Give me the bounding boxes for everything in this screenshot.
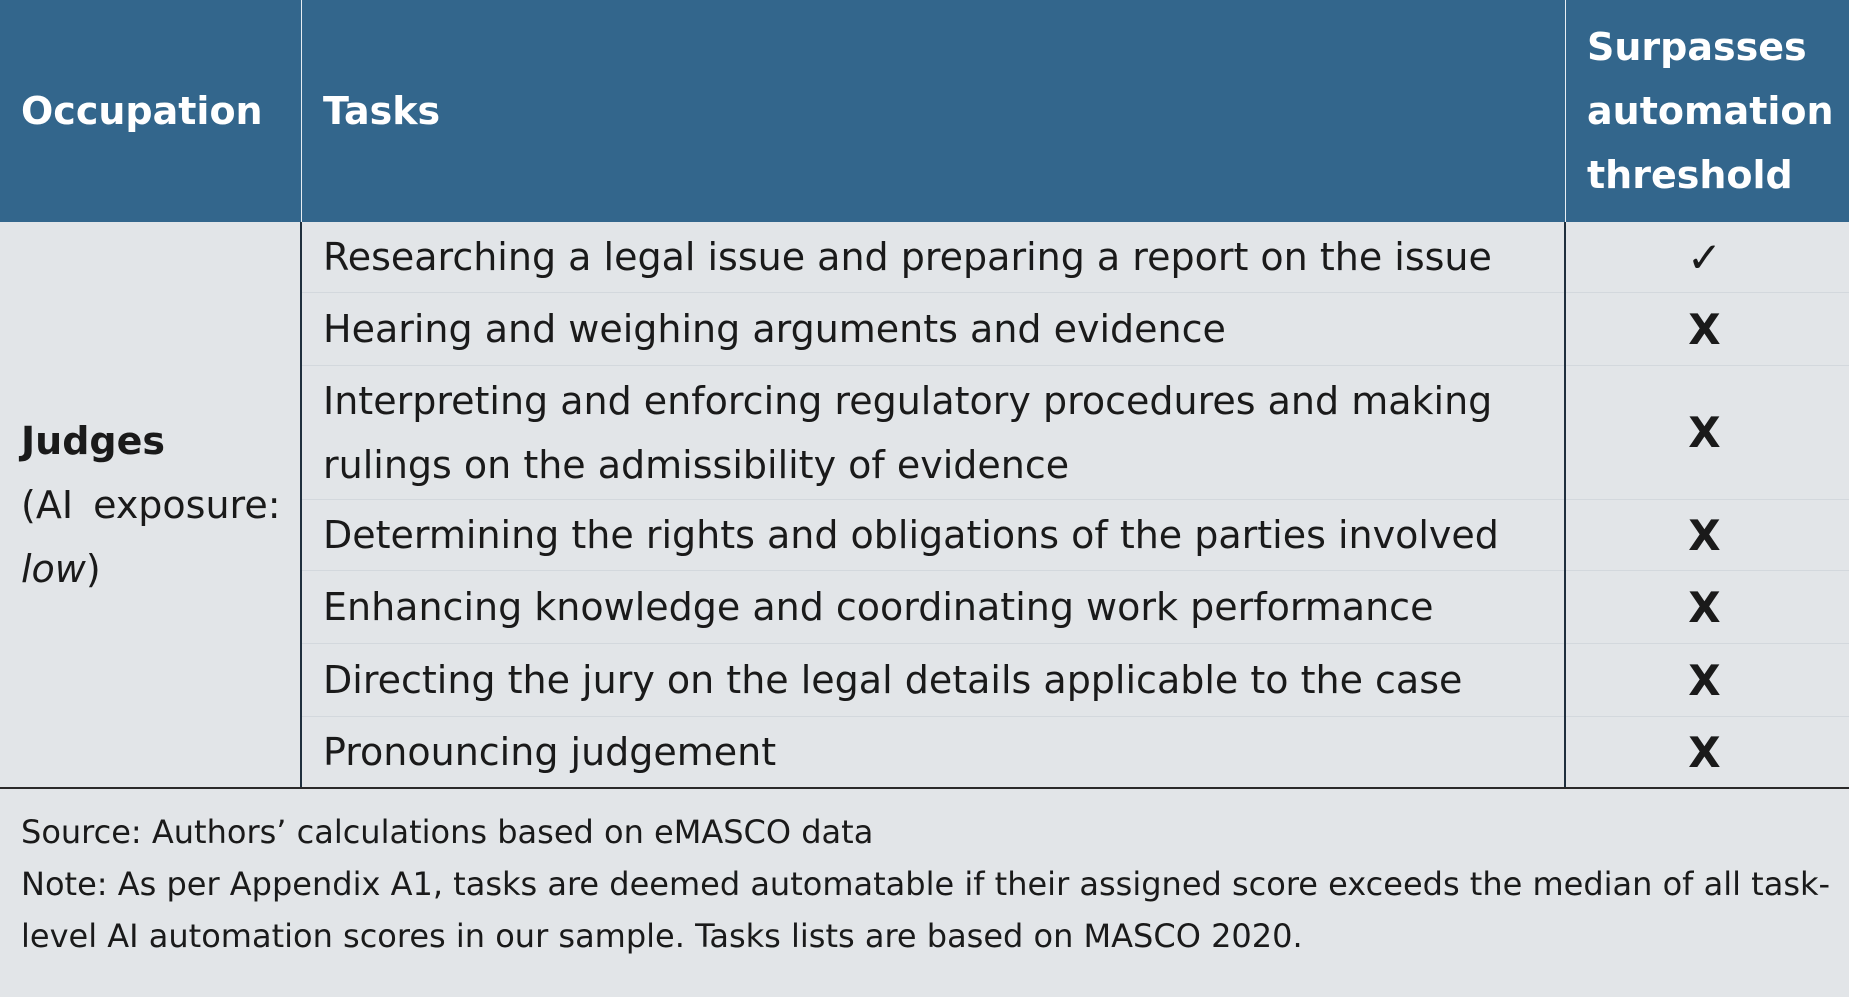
task-cell	[323, 717, 1553, 787]
exposure-value: low	[21, 547, 86, 591]
table-header	[0, 0, 1849, 222]
task-text: Directing the jury on the legal details applicable to the case	[323, 658, 1463, 702]
task-cell	[323, 366, 1553, 499]
task-text: Researching a legal issue and preparing a report on the issue	[323, 235, 1492, 279]
table-row	[302, 366, 1849, 499]
header-divider	[1565, 0, 1566, 222]
occupation-cell	[0, 222, 301, 788]
cross-icon: X	[1688, 304, 1721, 354]
cross-icon: X	[1688, 510, 1721, 560]
table-row	[302, 717, 1849, 787]
column-divider	[1564, 222, 1566, 788]
header-surpasses-threshold	[1566, 0, 1849, 222]
task-cell	[323, 222, 1553, 292]
task-cell	[323, 500, 1553, 570]
occupation-exposure-line2	[21, 537, 301, 601]
occupation-exposure-line1: (AI exposure:	[21, 483, 281, 527]
cross-icon: X	[1688, 727, 1721, 777]
cross-icon: X	[1688, 582, 1721, 632]
table-row	[302, 500, 1849, 570]
table-row	[302, 644, 1849, 716]
column-divider	[300, 222, 302, 788]
table-row	[302, 293, 1849, 365]
task-text: Hearing and weighing arguments and evidence	[323, 307, 1226, 351]
header-surpasses-line1: Surpasses	[1587, 25, 1807, 69]
cross-icon: X	[1688, 408, 1721, 457]
exposure-suffix: )	[85, 547, 101, 591]
table-row	[302, 222, 1849, 292]
table-body	[0, 222, 1849, 788]
method-note: Note: As per Appendix A1, tasks are deemed automatable if their assigned score exceeds the median of all task-level AI automation scores in our sample. Tasks lists are based on MASCO 2020.	[21, 865, 1831, 955]
task-text: Enhancing knowledge and coordinating work performance	[323, 585, 1434, 629]
task-text: Pronouncing judgement	[323, 730, 777, 774]
task-cell	[323, 293, 1553, 365]
task-text-line1: Interpreting and enforcing regulatory procedures and making	[323, 378, 1493, 423]
table-row	[302, 571, 1849, 643]
header-surpasses-line2: automation	[1587, 89, 1834, 133]
table-bottom-rule	[0, 787, 1849, 789]
task-text: Determining the rights and obligations of the parties involved	[323, 513, 1499, 557]
cross-icon: X	[1688, 655, 1721, 705]
header-tasks: Tasks	[323, 89, 441, 133]
header-occupation: Occupation	[21, 89, 263, 133]
task-cell	[323, 644, 1553, 716]
check-icon: ✓	[1686, 232, 1723, 282]
occupation-name: Judges	[21, 419, 165, 463]
task-text-line2: rulings on the admissibility of evidence	[323, 442, 1070, 487]
task-cell	[323, 571, 1553, 643]
header-surpasses-line3: threshold	[1587, 153, 1793, 197]
header-divider	[301, 0, 302, 222]
source-note: Source: Authors’ calculations based on eMASCO data	[21, 813, 874, 851]
table-notes	[21, 806, 1831, 962]
